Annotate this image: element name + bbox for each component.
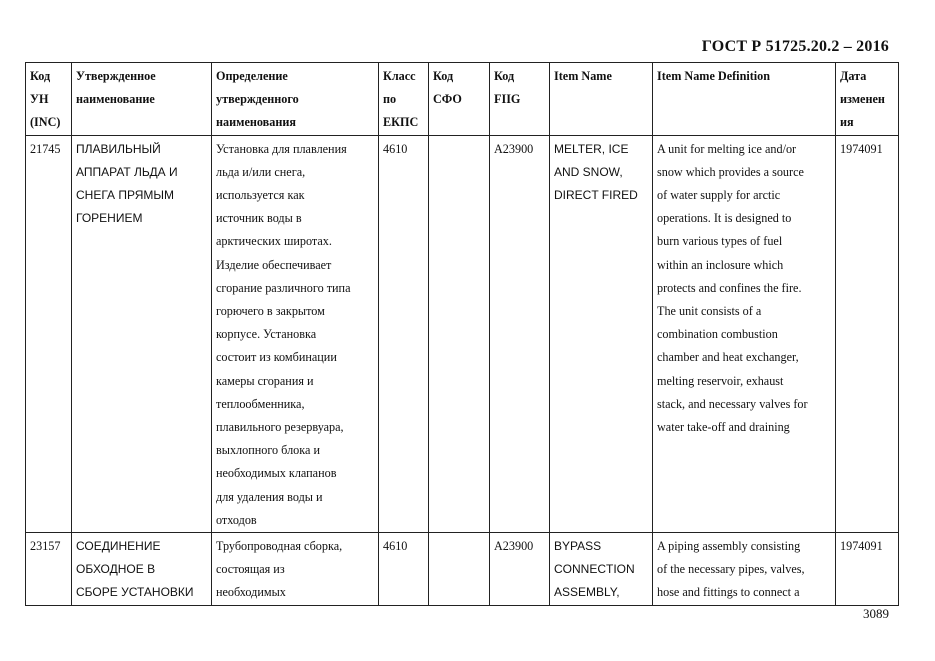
table-row [26, 533, 899, 606]
cell-line: СОЕДИНЕНИЕ [76, 539, 161, 554]
header-line: наименование [76, 92, 155, 107]
cell-line: плавильного резервуара, [216, 420, 344, 435]
cell-line: СНЕГА ПРЯМЫМ [76, 188, 175, 203]
cell-line: необходимых [216, 585, 286, 600]
cell-item-definition [653, 533, 836, 606]
cell-definition [212, 135, 379, 532]
cell-fiig [490, 135, 550, 532]
header-line: (INC) [30, 115, 61, 130]
cell-line: 4610 [383, 539, 408, 554]
cell-line: состоит из комбинации [216, 350, 337, 365]
header-line: утвержденного [216, 92, 299, 107]
cell-line: сгорание различного типа [216, 280, 351, 295]
cell-line: water take-off and draining [657, 420, 790, 435]
col-item-name [550, 63, 653, 136]
cell-item-name [550, 533, 653, 606]
cell-line: 1974091 [840, 539, 883, 554]
cell-definition [212, 533, 379, 606]
cell-line: A23900 [494, 539, 534, 554]
cell-line: CONNECTION [554, 562, 635, 577]
cell-line: 21745 [30, 141, 61, 156]
cell-line: камеры сгорания и [216, 373, 314, 388]
header-line: СФО [433, 92, 462, 107]
cell-line: ASSEMBLY, [554, 585, 620, 600]
cell-line: арктических широтах. [216, 234, 332, 249]
cell-sfo [429, 533, 490, 606]
cell-approved-name [72, 135, 212, 532]
page-number: 3089 [863, 606, 889, 621]
cell-line: combination combustion [657, 327, 778, 342]
document-title: ГОСТ Р 51725.20.2 – 2016 [701, 38, 889, 55]
cell-line: chamber and heat exchanger, [657, 350, 799, 365]
cell-line: The unit consists of a [657, 304, 762, 319]
cell-line: hose and fittings to connect a [657, 585, 800, 600]
col-code-sfo [429, 63, 490, 136]
cell-line: of the necessary pipes, valves, [657, 562, 805, 577]
cell-line: используется как [216, 188, 305, 203]
header-line: ия [840, 115, 854, 130]
cell-line: protects and confines the fire. [657, 280, 802, 295]
header-line: Утвержденное [76, 69, 156, 83]
cell-line: необходимых клапанов [216, 466, 337, 481]
header-line: Дата [840, 69, 867, 83]
cell-line: A23900 [494, 141, 534, 156]
cell-code [26, 135, 72, 532]
cell-line: AND SNOW, [554, 164, 623, 179]
table-body [26, 135, 899, 605]
header-line: FIIG [494, 92, 521, 107]
cell-line: BYPASS [554, 539, 602, 554]
catalog-table [25, 62, 899, 606]
cell-line: состоящая из [216, 562, 285, 577]
col-change-date [836, 63, 899, 136]
cell-line: 4610 [383, 141, 408, 156]
header-line: по [383, 92, 397, 107]
header-line: Определение [216, 69, 288, 83]
col-code-inc [26, 63, 72, 136]
cell-class [379, 533, 429, 606]
header-line: Код [30, 69, 51, 83]
cell-code [26, 533, 72, 606]
cell-line: MELTER, ICE [554, 141, 629, 156]
cell-sfo [429, 135, 490, 532]
col-approved-name [72, 63, 212, 136]
cell-line: of water supply for arctic [657, 188, 781, 203]
header-line: Item Name [554, 69, 612, 83]
cell-line: operations. It is designed to [657, 211, 792, 226]
cell-line: выхлопного блока и [216, 443, 320, 458]
cell-line: melting reservoir, exhaust [657, 373, 784, 388]
cell-line: snow which provides a source [657, 164, 804, 179]
cell-line: горючего в закрытом [216, 304, 325, 319]
cell-line: DIRECT FIRED [554, 188, 638, 203]
header-line: ЕКПС [383, 115, 419, 130]
cell-line: 23157 [30, 539, 61, 554]
table-row [26, 135, 899, 532]
cell-line: отходов [216, 512, 257, 527]
cell-line: Изделие обеспечивает [216, 257, 332, 272]
cell-line: within an inclosure which [657, 257, 784, 272]
cell-line: АППАРАТ ЛЬДА И [76, 164, 178, 179]
cell-line: Трубопроводная сборка, [216, 539, 343, 554]
col-name-definition [212, 63, 379, 136]
cell-line: stack, and necessary valves for [657, 396, 808, 411]
cell-line: A piping assembly consisting [657, 539, 801, 554]
cell-item-name [550, 135, 653, 532]
col-item-name-definition [653, 63, 836, 136]
header-line: Код [494, 69, 515, 83]
cell-line: для удаления воды и [216, 489, 323, 504]
cell-line: burn various types of fuel [657, 234, 783, 249]
cell-date [836, 533, 899, 606]
cell-class [379, 135, 429, 532]
table-header-row [26, 63, 899, 136]
col-code-fiig [490, 63, 550, 136]
header-line: УН [30, 92, 49, 107]
header-line: Код [433, 69, 454, 83]
cell-line: ГОРЕНИЕМ [76, 211, 143, 226]
header-line: изменен [840, 92, 885, 107]
cell-line: ПЛАВИЛЬНЫЙ [76, 141, 161, 156]
cell-line: 1974091 [840, 141, 883, 156]
header-line: Класс [383, 69, 416, 83]
cell-item-definition [653, 135, 836, 532]
cell-line: льда и/или снега, [216, 164, 306, 179]
cell-line: Установка для плавления [216, 141, 347, 156]
header-line: наименования [216, 115, 296, 130]
cell-line: корпусе. Установка [216, 327, 317, 342]
cell-line: СБОРЕ УСТАНОВКИ [76, 585, 194, 600]
cell-date [836, 135, 899, 532]
cell-line: теплообменника, [216, 396, 305, 411]
cell-line: источник воды в [216, 211, 302, 226]
cell-line: ОБХОДНОЕ В [76, 562, 156, 577]
header-line: Item Name Definition [657, 69, 771, 83]
cell-line: A unit for melting ice and/or [657, 141, 797, 156]
cell-fiig [490, 533, 550, 606]
col-class-ekps [379, 63, 429, 136]
cell-approved-name [72, 533, 212, 606]
